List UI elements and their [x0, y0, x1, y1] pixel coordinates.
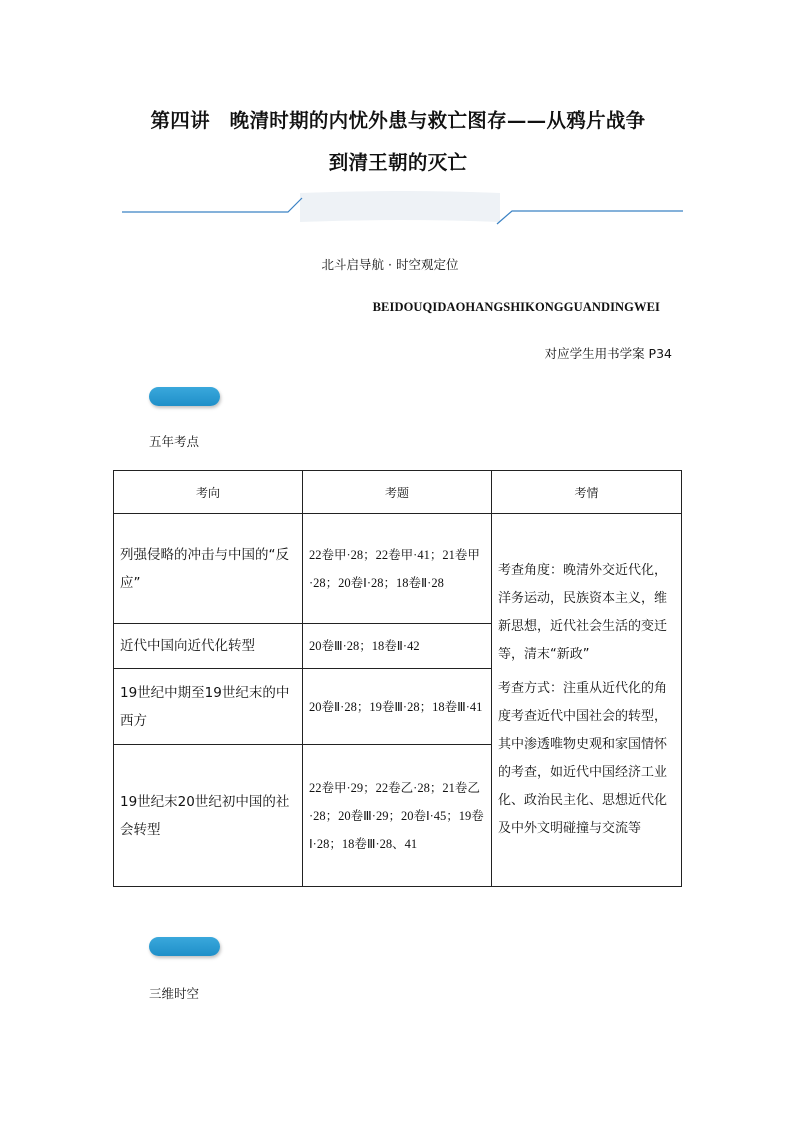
table-header-row [114, 471, 682, 514]
nav-heading: 北斗启导航 · 时空观定位 [321, 257, 459, 272]
situation-cell [492, 514, 682, 887]
title-line-1: 第四讲 晚清时期的内忧外患与救亡图存——从鸦片战争 [150, 109, 646, 132]
topic-cell: 近代中国向近代化转型 [114, 624, 303, 669]
exam-cell: 20卷Ⅲ·28；18卷Ⅱ·42 [303, 624, 492, 669]
section-badge [149, 387, 220, 406]
exam-points-table [113, 470, 682, 887]
exam-method-text: 考查方式：注重从近代化的角度考查近代中国社会的转型，其中渗透唯物史观和家国情怀的考查，如近代中国经济工业化、政治民主化、思想近代化及中外文明碰撞与交流等 [498, 681, 668, 836]
exam-cell: 22卷甲·28；22卷甲·41；21卷甲·28；20卷Ⅰ·28；18卷Ⅱ·28 [303, 514, 492, 624]
section-five-years: 五年考点 [149, 434, 200, 449]
topic-cell: 列强侵略的冲击与中国的“反应” [114, 514, 303, 624]
title-line-2: 到清王朝的灭亡 [328, 151, 468, 174]
nav-pinyin: BEIDOUQIDAOHANGSHIKONGGUANDINGWEI [372, 300, 660, 314]
exam-angle-text: 考查角度：晚清外交近代化，洋务运动，民族资本主义，维新思想，近代社会生活的变迁等，清末“新政” [498, 563, 668, 662]
title-divider-decoration [0, 190, 794, 230]
header-topic: 考向 [114, 471, 303, 514]
topic-cell: 19世纪末20世纪初中国的社会转型 [114, 745, 303, 887]
exam-cell: 20卷Ⅱ·28；19卷Ⅲ·28；18卷Ⅲ·41 [303, 669, 492, 745]
section-three-dimensions: 三维时空 [149, 986, 200, 1001]
section-badge [149, 937, 220, 956]
topic-cell: 19世纪中期至19世纪末的中西方 [114, 669, 303, 745]
header-situation: 考情 [492, 471, 682, 514]
lesson-title [120, 100, 676, 184]
exam-cell: 22卷甲·29；22卷乙·28；21卷乙·28；20卷Ⅲ·29；20卷Ⅰ·45；19卷Ⅰ·28；18卷Ⅲ·28、41 [303, 745, 492, 887]
header-exams: 考题 [303, 471, 492, 514]
workbook-reference: 对应学生用书学案 P34 [544, 346, 672, 361]
table-row [114, 514, 682, 624]
